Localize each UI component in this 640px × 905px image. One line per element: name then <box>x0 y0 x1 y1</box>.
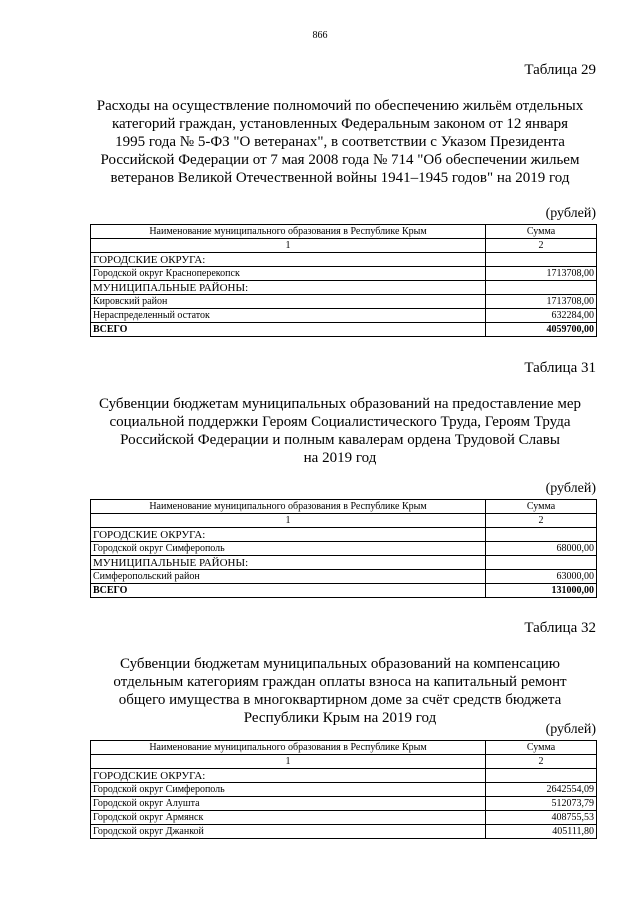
column-header-name: Наименование муниципального образования в Республике Крым <box>91 500 486 514</box>
row-sum: 1713708,00 <box>486 295 597 309</box>
row-sum <box>486 556 597 570</box>
row-name: Городской округ Симферополь <box>91 542 486 556</box>
table-29-unit: (рублей) <box>545 206 596 221</box>
row-name: ВСЕГО <box>91 323 486 337</box>
section-row <box>91 253 597 267</box>
row-name: Городской округ Симферополь <box>91 783 486 797</box>
heading-line: общего имущества в многоквартирном доме за счёт средств бюджета <box>118 692 562 708</box>
heading-line: Российской Федерации от 7 мая 2008 года № 714 "Об обеспечении жильем <box>100 152 580 168</box>
heading-line: Республики Крым на 2019 год <box>243 710 437 726</box>
row-sum: 512073,79 <box>486 797 597 811</box>
row-name: ВСЕГО <box>91 584 486 598</box>
column-number-row <box>91 514 597 528</box>
row-sum <box>486 253 597 267</box>
table-row <box>91 309 597 323</box>
table-31-unit: (рублей) <box>545 481 596 496</box>
row-sum <box>486 281 597 295</box>
row-name: Кировский район <box>91 295 486 309</box>
row-name: Симферопольский район <box>91 570 486 584</box>
row-name: МУНИЦИПАЛЬНЫЕ РАЙОНЫ: <box>91 556 486 570</box>
table-row <box>91 811 597 825</box>
heading-line: отдельным категориям граждан оплаты взноса на капитальный ремонт <box>113 674 567 690</box>
row-sum: 68000,00 <box>486 542 597 556</box>
heading-line: на 2019 год <box>303 450 377 466</box>
row-sum <box>486 769 597 783</box>
section-row <box>91 556 597 570</box>
row-name: Нераспределенный остаток <box>91 309 486 323</box>
heading-line: 1995 года № 5-ФЗ "О ветеранах", в соответствии с Указом Президента <box>115 134 565 150</box>
column-number: 1 <box>91 755 486 769</box>
row-name: ГОРОДСКИЕ ОКРУГА: <box>91 528 486 542</box>
row-sum: 408755,53 <box>486 811 597 825</box>
column-header-name: Наименование муниципального образования в Республике Крым <box>91 741 486 755</box>
row-sum: 63000,00 <box>486 570 597 584</box>
table-row <box>91 783 597 797</box>
column-number-row <box>91 239 597 253</box>
heading-line: Расходы на осуществление полномочий по обеспечению жильём отдельных <box>96 98 584 114</box>
table-32-unit: (рублей) <box>545 722 596 737</box>
section-row <box>91 281 597 295</box>
column-header-name: Наименование муниципального образования в Республике Крым <box>91 225 486 239</box>
column-number-row <box>91 755 597 769</box>
row-sum: 2642554,09 <box>486 783 597 797</box>
column-number: 2 <box>486 514 597 528</box>
column-header-sum: Сумма <box>486 741 597 755</box>
row-sum: 131000,00 <box>486 584 597 598</box>
row-sum: 405111,80 <box>486 825 597 839</box>
table-row <box>91 542 597 556</box>
row-name: ГОРОДСКИЕ ОКРУГА: <box>91 769 486 783</box>
header-row <box>91 500 597 514</box>
row-sum: 4059700,00 <box>486 323 597 337</box>
table-32 <box>90 740 597 839</box>
table-29-label: Таблица 29 <box>524 62 596 78</box>
table-29-heading <box>80 97 600 187</box>
page-number: 866 <box>312 30 328 41</box>
column-number: 2 <box>486 239 597 253</box>
table-row <box>91 267 597 281</box>
total-row <box>91 323 597 337</box>
section-row <box>91 528 597 542</box>
total-row <box>91 584 597 598</box>
table-row <box>91 295 597 309</box>
table-31-label: Таблица 31 <box>524 360 596 376</box>
row-sum: 632284,00 <box>486 309 597 323</box>
table-32-label: Таблица 32 <box>524 620 596 636</box>
column-number: 1 <box>91 239 486 253</box>
table-row <box>91 825 597 839</box>
row-name: Городской округ Джанкой <box>91 825 486 839</box>
table-31 <box>90 499 597 598</box>
table-31-heading <box>80 395 600 467</box>
row-name: Городской округ Красноперекопск <box>91 267 486 281</box>
heading-line: Субвенции бюджетам муниципальных образований на компенсацию <box>120 656 560 672</box>
column-number: 1 <box>91 514 486 528</box>
row-name: Городской округ Алушта <box>91 797 486 811</box>
table-29 <box>90 224 597 337</box>
row-name: МУНИЦИПАЛЬНЫЕ РАЙОНЫ: <box>91 281 486 295</box>
column-header-sum: Сумма <box>486 500 597 514</box>
table-32-heading <box>80 655 600 727</box>
row-sum: 1713708,00 <box>486 267 597 281</box>
table-row <box>91 797 597 811</box>
table-row <box>91 570 597 584</box>
heading-line: ветеранов Великой Отечественной войны 1941–1945 годов" на 2019 год <box>110 170 570 186</box>
row-name: ГОРОДСКИЕ ОКРУГА: <box>91 253 486 267</box>
row-name: Городской округ Армянск <box>91 811 486 825</box>
row-sum <box>486 528 597 542</box>
heading-line: Субвенции бюджетам муниципальных образований на предоставление мер <box>99 396 581 412</box>
heading-line: Российской Федерации и полным кавалерам ордена Трудовой Славы <box>120 432 560 448</box>
heading-line: категорий граждан, установленных Федеральным законом от 12 января <box>112 116 568 132</box>
section-row <box>91 769 597 783</box>
column-header-sum: Сумма <box>486 225 597 239</box>
header-row <box>91 741 597 755</box>
header-row <box>91 225 597 239</box>
column-number: 2 <box>486 755 597 769</box>
heading-line: социальной поддержки Героям Социалистического Труда, Героям Труда <box>109 414 571 430</box>
